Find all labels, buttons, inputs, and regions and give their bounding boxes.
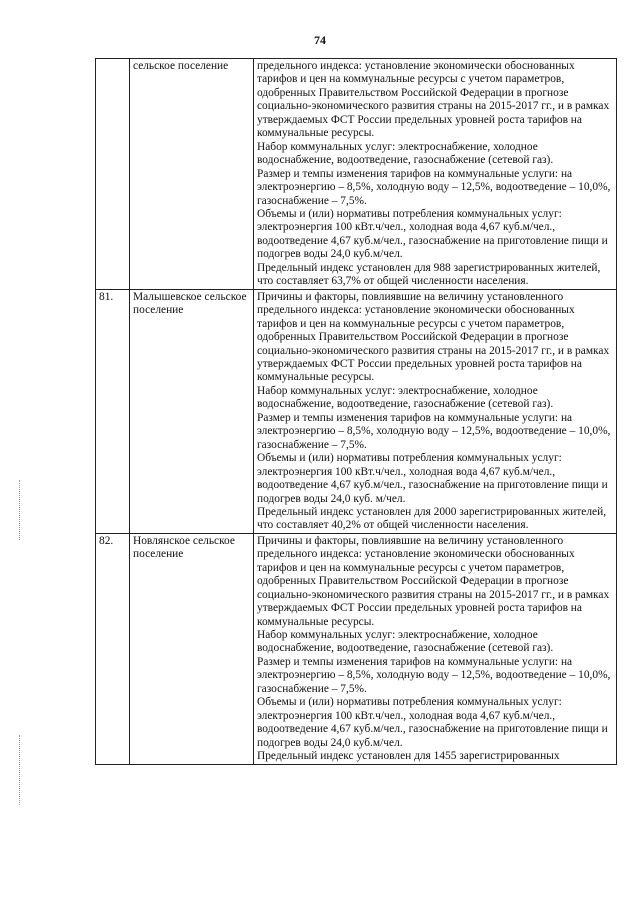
description-paragraph: Предельный индекс установлен для 1455 зарегистрированных <box>257 750 560 763</box>
table-row <box>96 533 617 764</box>
description-paragraph: Набор коммунальных услуг: электроснабжение, холодное водоснабжение, водоотведение, газоснабжение (сетевой газ). <box>257 629 554 655</box>
description-paragraph: Объемы и (или) нормативы потребления коммунальных услуг: электроэнергия 100 кВт.ч/чел., холодная вода 4,67 куб.м/чел., водоотведение 4,67 куб.м/чел., газоснабжение на приготовление пищи и подогрев воды 24,0 куб.м/чел. <box>257 696 608 749</box>
scan-margin-mark <box>19 735 21 805</box>
row-number: 82. <box>96 533 130 764</box>
description-paragraph: Предельный индекс установлен для 2000 зарегистрированных жителей, что составляет 40,2% от общей численности населения. <box>257 505 607 532</box>
description-paragraph: Размер и темпы изменения тарифов на коммунальные услуги: на электроэнергию – 8,5%, холодную воду – 12,5%, водоотведение – 10,0%, газоснабжение – 7,5%. <box>257 655 611 695</box>
row-number <box>96 59 130 290</box>
settlement-name: сельское поселение <box>130 59 254 290</box>
description-paragraph: Причины и факторы, повлиявшие на величину установленного предельного индекса: установление экономически обоснованных тарифов и цен на коммунальные ресурсы с учетом параметров, одобренных Правительством Российской Федерации в прогнозе социально-экономического развития страны на 2015-2017 гг., и в рамках утверждаемых ФСТ России предельных уровней роста тарифов на коммунальные ресурсы. <box>257 290 610 384</box>
description-paragraph: Причины и факторы, повлиявшие на величину установленного предельного индекса: установление экономически обоснованных тарифов и цен на коммунальные ресурсы с учетом параметров, одобренных Правительством Российской Федерации в прогнозе социально-экономического развития страны на 2015-2017 гг., и в рамках утверждаемых ФСТ России предельных уровней роста тарифов на коммунальные ресурсы. <box>257 534 610 628</box>
row-description <box>254 533 617 764</box>
row-number: 81. <box>96 289 130 533</box>
page-number: 74 <box>314 33 326 47</box>
scan-margin-mark <box>19 480 21 540</box>
row-description <box>254 289 617 533</box>
row-description <box>254 59 617 290</box>
tariff-index-table <box>95 58 617 765</box>
description-paragraph: предельного индекса: установление экономически обоснованных тарифов и цен на коммунальные ресурсы с учетом параметров, одобренных Правительством Российской Федерации в прогнозе социально-экономического развития страны на 2015-2017 гг., и в рамках утверждаемых ФСТ России предельных уровней роста тарифов на коммунальные ресурсы. <box>257 60 610 140</box>
table-row <box>96 59 617 290</box>
settlement-name: Малышевское сельское поселение <box>130 289 254 533</box>
description-paragraph: Размер и темпы изменения тарифов на коммунальные услуги: на электроэнергию – 8,5%, холодную воду – 12,5%, водоотведение – 10,0%, газоснабжение – 7,5%. <box>257 411 611 451</box>
description-paragraph: Размер и темпы изменения тарифов на коммунальные услуги: на электроэнергию – 8,5%, холодную воду – 12,5%, водоотведение – 10,0%, газоснабжение – 7,5%. <box>257 167 611 207</box>
table-row <box>96 289 617 533</box>
description-paragraph: Набор коммунальных услуг: электроснабжение, холодное водоснабжение, водоотведение, газоснабжение (сетевой газ). <box>257 140 554 167</box>
description-paragraph: Объемы и (или) нормативы потребления коммунальных услуг: электроэнергия 100 кВт.ч/чел., холодная вода 4,67 куб.м/чел., водоотведение 4,67 куб.м/чел., газоснабжение на приготовление пищи и подогрев воды 24,0 куб. м/чел. <box>257 452 608 505</box>
description-paragraph: Набор коммунальных услуг: электроснабжение, холодное водоснабжение, водоотведение, газоснабжение (сетевой газ). <box>257 384 554 411</box>
description-paragraph: Предельный индекс установлен для 988 зарегистрированных жителей, что составляет 63,7% от общей численности населения. <box>257 261 601 288</box>
description-paragraph: Объемы и (или) нормативы потребления коммунальных услуг: электроэнергия 100 кВт.ч/чел., холодная вода 4,67 куб.м/чел., водоотведение 4,67 куб.м/чел., газоснабжение на приготовление пищи и подогрев воды 24,0 куб.м/чел. <box>257 207 608 261</box>
settlement-name: Новлянское сельское поселение <box>130 533 254 764</box>
